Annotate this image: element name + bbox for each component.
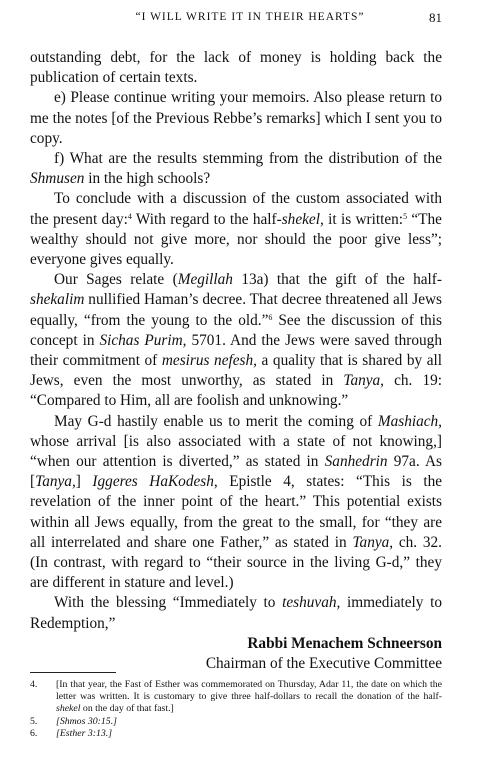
- paragraph-7: With the blessing “Immediately to teshuvah, immediately to Redemption,”: [30, 594, 442, 632]
- footnote-divider: [30, 672, 116, 673]
- footnote-4: [30, 679, 442, 716]
- footnote-text: [In that year, the Fast of Esther was commemorated on Thursday, Adar 11, the date on which the letter was written. It is customary to give three half-dollars to recall the donation of the half-shekel on the day of that fast.]: [56, 679, 442, 715]
- running-head: [0, 8, 500, 28]
- footnote-text: [Shmos 30:15.]: [56, 715, 117, 727]
- footnote-6: [30, 728, 442, 740]
- footnote-ref-5[interactable]: 5: [403, 211, 408, 221]
- footnote-number: 4.: [30, 679, 38, 690]
- footnote-number: 6.: [30, 727, 38, 739]
- footnote-ref-6[interactable]: 6: [268, 312, 273, 322]
- paragraph-2: e) Please continue writing your memoirs. Also please return to me the notes [of the Previous Rebbe’s remarks] which I sent you to copy.: [30, 89, 442, 147]
- paragraph-5: Our Sages relate (Megillah 13a) that the gift of the half-shekalim nullified Haman’s decree. That decree threatened all Jews equally, “from the young to the old.”$^6$ See the discussion of this concept in Sichas Purim, 5701. And the Jews were saved through their commitment of mesirus nefesh, a quality that is shared by all Jews, even the most unworthy, as stated in Tanya, ch. 19: “Compared to Him, all are foolish and unknowing.”: [30, 271, 442, 410]
- footnote-ref-4[interactable]: 4: [127, 211, 132, 221]
- page-number: 81: [429, 10, 442, 25]
- body-text: [30, 48, 442, 674]
- paragraph-1: outstanding debt, for the lack of money is holding back the publication of certain texts.: [30, 49, 442, 87]
- paragraph-4: To conclude with a discussion of the custom associated with the present day:$^4$ With regard to the half-shekel, it is written:$^5$ “The wealthy should not give more, nor should the poor give less”; everyone gives equally.: [30, 190, 442, 269]
- signature-name: Rabbi Menachem Schneerson: [247, 634, 442, 652]
- footnotes: [30, 679, 442, 740]
- footnote-number: 5.: [30, 715, 38, 727]
- footnote-text: [Esther 3:13.]: [56, 727, 113, 739]
- footnote-5: [30, 716, 442, 728]
- paragraph-6: May G-d hastily enable us to merit the coming of Mashiach, whose arrival [is also associated with a state of not knowing,] “when our attention is diverted,” as stated in Sanhedrin 97a. As [Tanya,] Iggeres HaKodesh, Epistle 4, states: “This is the revelation of the inner point of the heart.” This potential exists within all Jews equally, from the great to the small, for “they are all interrelated and share one Father,” as stated in Tanya, ch. 32. (In contrast, with regard to “their source in the living G-d,” they are different in stature and level.): [30, 412, 443, 592]
- paragraph-3: f) What are the results stemming from the distribution of the Shmusen in the high schools?: [30, 150, 442, 188]
- signature-title: Chairman of the Executive Committee: [205, 655, 442, 673]
- running-title: “I WILL WRITE IT IN THEIR HEARTS”: [135, 11, 365, 23]
